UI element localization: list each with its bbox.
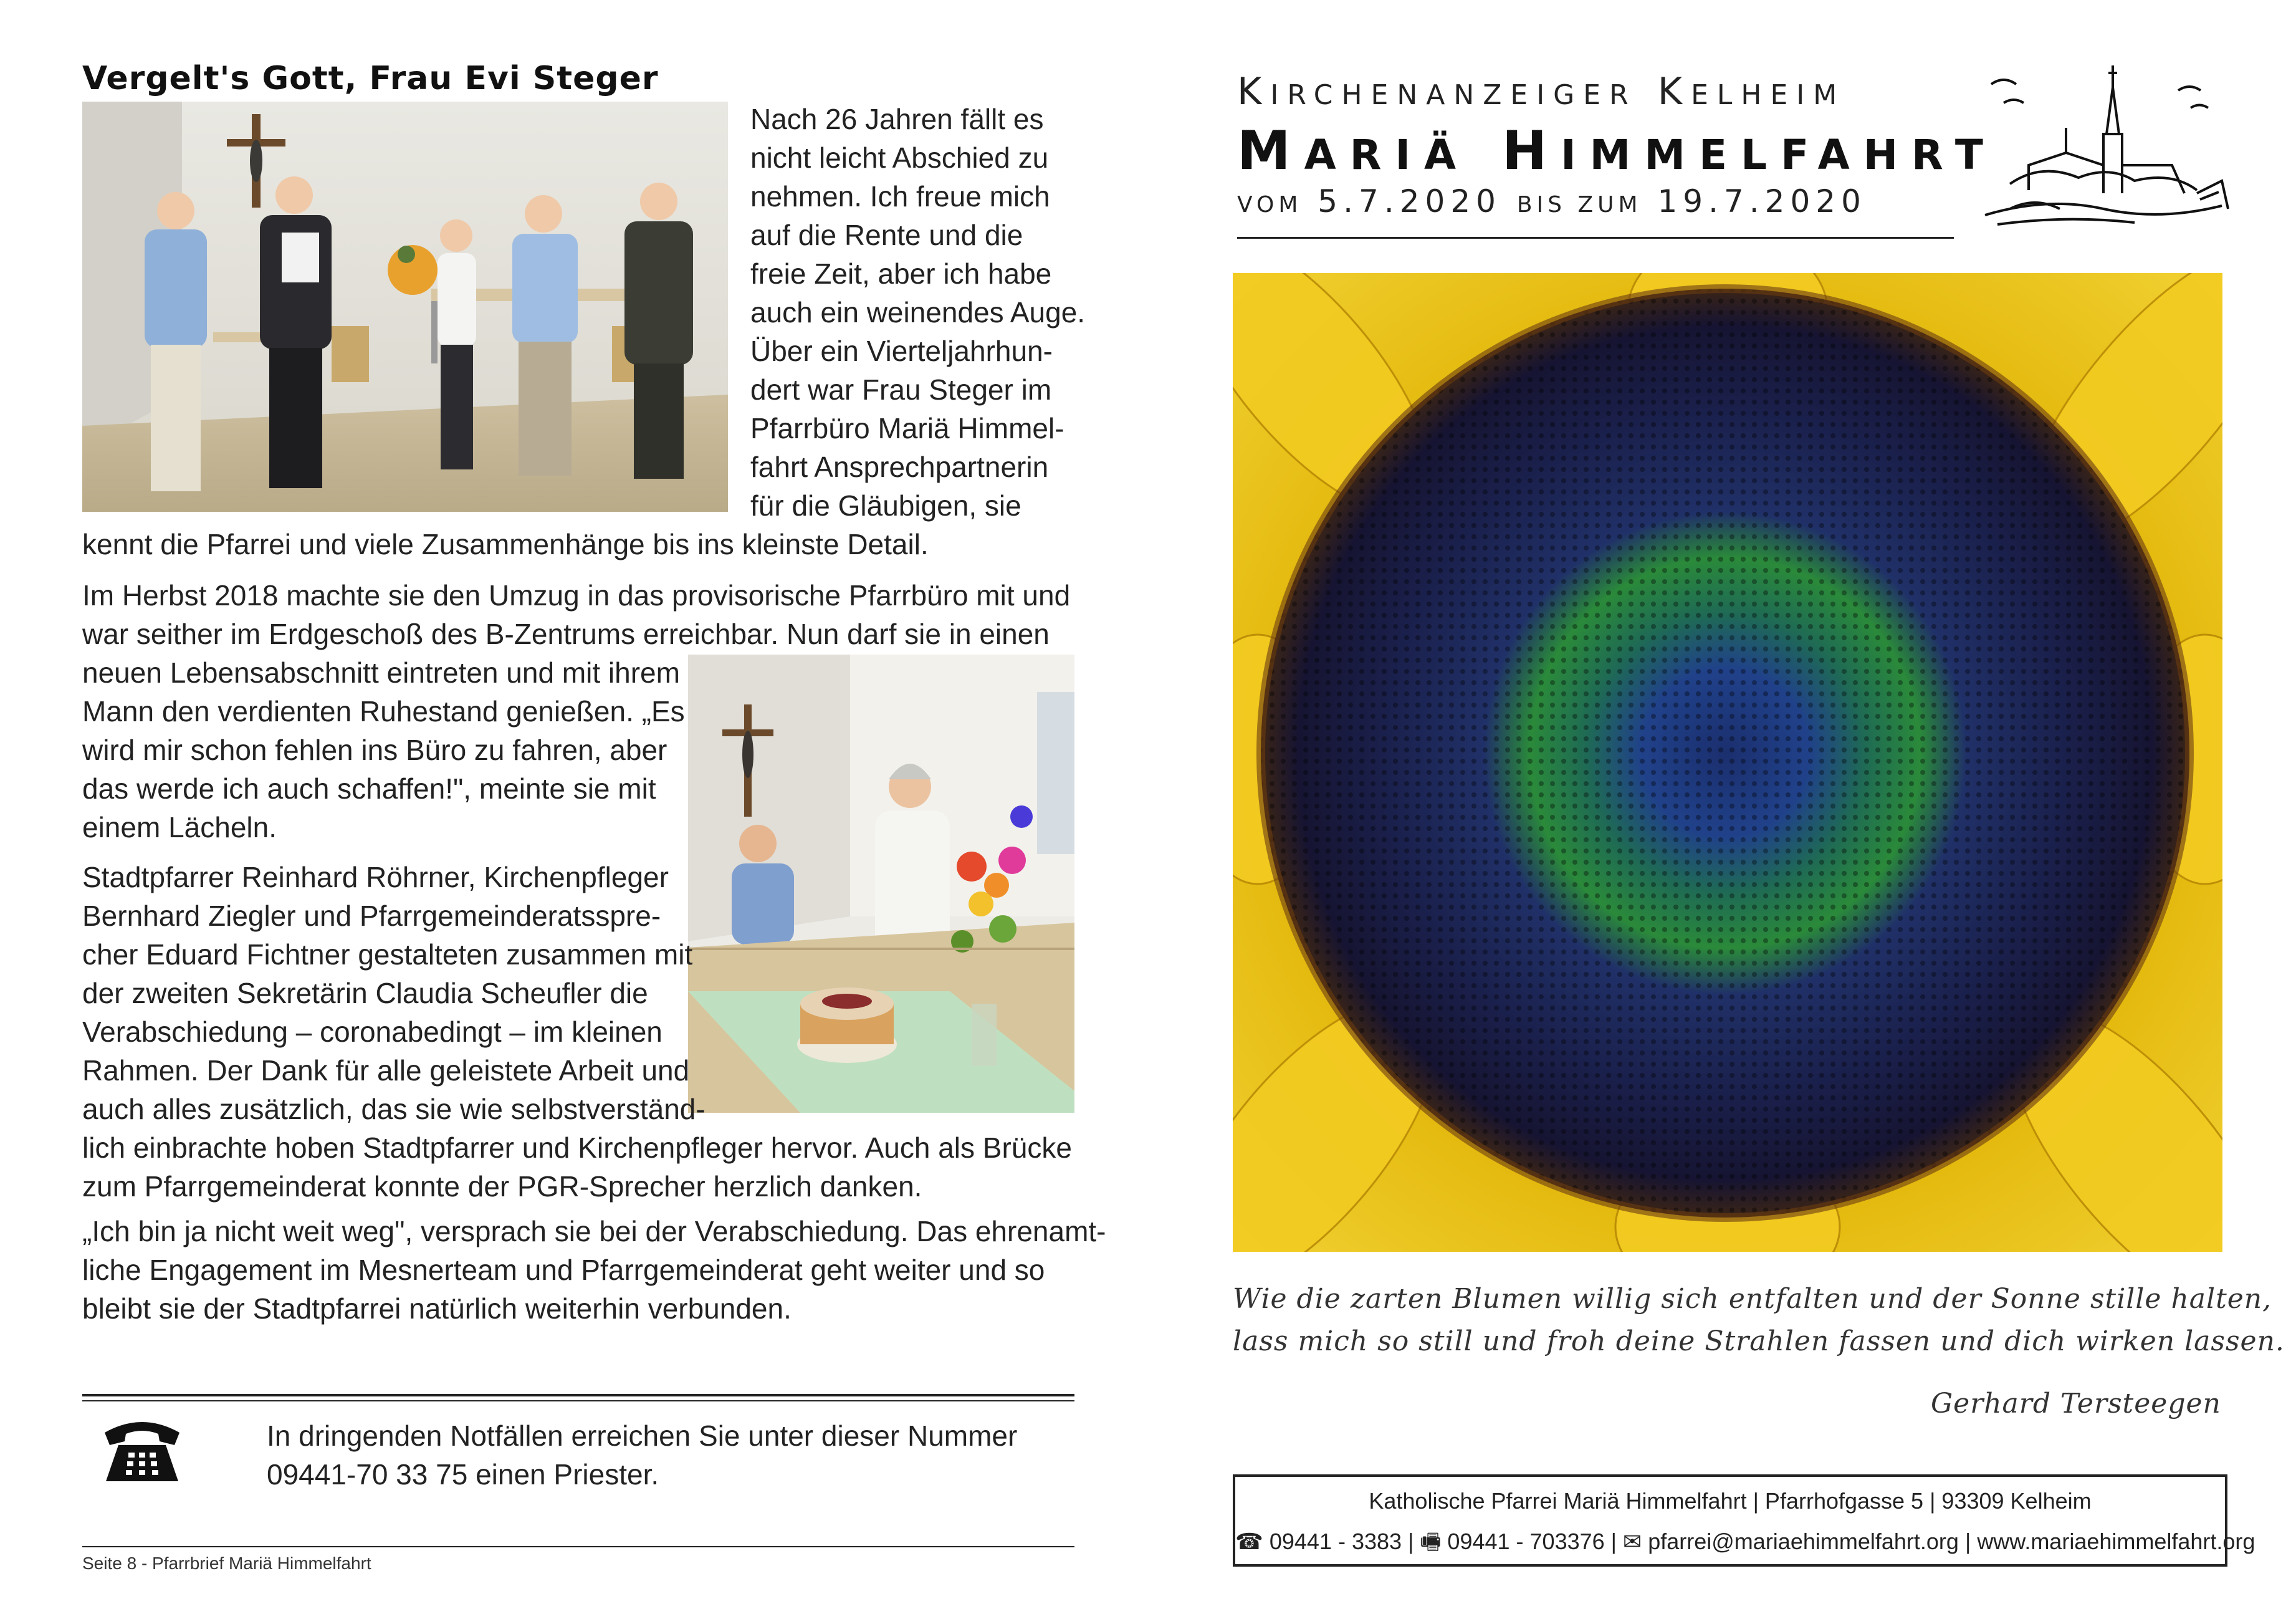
article-line: war seither im Erdgeschoß des B-Zentrums erreichbar. Nun darf sie in einen xyxy=(82,618,1050,650)
article-line: bleibt sie der Stadtpfarrei natürlich weiterhin verbunden. xyxy=(82,1292,792,1325)
article-line: auf die Rente und die xyxy=(750,219,1023,251)
separator-double-line xyxy=(82,1394,1074,1396)
quote-line2: lass mich so still und froh deine Strahlen fassen und dich wirken lassen. xyxy=(1233,1325,2285,1357)
article-line: auch ein weinendes Auge. xyxy=(750,296,1086,329)
contact-website[interactable]: www.mariaehimmelfahrt.org xyxy=(1977,1529,2255,1554)
article-line: Über ein Vierteljahrhun- xyxy=(750,335,1053,367)
contact-email[interactable]: pfarrei@mariaehimmelfahrt.org xyxy=(1648,1529,1959,1554)
article-line: Rahmen. Der Dank für alle geleistete Arbeit und xyxy=(82,1054,690,1087)
article-line: freie Zeit, aber ich habe xyxy=(750,257,1052,290)
article-line: das werde ich auch schaffen!", meinte sie mit xyxy=(82,772,656,805)
article-line: Bernhard Ziegler und Pfarrgemeinderatsspre- xyxy=(82,900,661,932)
masthead-dates: VOM 5.7.2020 BIS ZUM 19.7.2020 xyxy=(1237,183,1867,219)
article-line: zum Pfarrgemeinderat konnte der PGR-Sprecher herzlich danken. xyxy=(82,1170,922,1203)
article-line: lich einbrachte hoben Stadtpfarrer und Kirchenpfleger hervor. Auch als Brücke xyxy=(82,1132,1072,1164)
article-line: nehmen. Ich freue mich xyxy=(750,180,1050,213)
emergency-text-line2: 09441-70 33 75 einen Priester. xyxy=(267,1458,659,1491)
separator-double-line-lower xyxy=(82,1400,1074,1401)
quote-line1: Wie die zarten Blumen willig sich entfalten und der Sonne stille halten, xyxy=(1233,1283,2272,1315)
article-line: der zweiten Sekretärin Claudia Scheufler die xyxy=(82,977,648,1009)
article-line: Verabschiedung – coronabedingt – im kleinen xyxy=(82,1016,662,1048)
contact-box xyxy=(1233,1474,2255,1567)
article-line: neuen Lebensabschnitt eintreten und mit ihrem xyxy=(82,656,680,689)
contact-address: Katholische Pfarrei Mariä Himmelfahrt | Pfarrhofgasse 5 | 93309 Kelheim xyxy=(1369,1488,2092,1514)
sunflower-photo xyxy=(1233,273,2222,1252)
quote-author: Gerhard Tersteegen xyxy=(1931,1388,2221,1420)
footer-rule xyxy=(82,1546,1074,1547)
article-line: liche Engagement im Mesnerteam und Pfarrgemeinderat geht weiter und so xyxy=(82,1254,1045,1286)
article-line: kennt die Pfarrei und viele Zusammenhänge bis ins kleinste Detail. xyxy=(82,528,929,560)
article-line: nicht leicht Abschied zu xyxy=(750,142,1049,174)
contact-fax: 09441 - 703376 xyxy=(1447,1529,1605,1554)
article-line: Pfarrbüro Mariä Himmel- xyxy=(750,412,1064,444)
article-line: wird mir schon fehlen ins Büro zu fahren, aber xyxy=(82,734,667,766)
article-line: „Ich bin ja nicht weit weg", versprach sie bei der Verabschiedung. Das ehrenamt- xyxy=(82,1215,1106,1247)
article-line: Im Herbst 2018 machte sie den Umzug in das provisorische Pfarrbüro mit und xyxy=(82,579,1071,612)
article-line: einem Lächeln. xyxy=(82,811,277,843)
article-line: cher Eduard Fichtner gestalteten zusammen mit xyxy=(82,938,693,971)
masthead-rule xyxy=(1237,237,1954,239)
telephone-icon xyxy=(101,1416,183,1485)
fax-icon: 🖷 xyxy=(1420,1529,1442,1554)
email-icon: ✉ xyxy=(1623,1529,1642,1554)
article-line: für die Gläubigen, sie xyxy=(750,489,1021,522)
masthead-kicker: KIRCHENANZEIGER KELHEIM xyxy=(1237,70,1846,113)
article-line: fahrt Ansprechpartnerin xyxy=(750,451,1049,483)
article-title: Vergelt's Gott, Frau Evi Steger xyxy=(82,60,659,97)
article-line: auch alles zusätzlich, das sie wie selbstverständ- xyxy=(82,1093,706,1125)
emergency-text-line1: In dringenden Notfällen erreichen Sie unter dieser Nummer xyxy=(267,1420,1018,1452)
phone-icon: ☎ xyxy=(1235,1529,1263,1554)
cake-photo xyxy=(688,655,1074,1113)
page-footer: Seite 8 - Pfarrbrief Mariä Himmelfahrt xyxy=(82,1554,371,1573)
masthead-title: MARIÄ HIMMELFAHRT xyxy=(1237,120,1997,182)
church-logo xyxy=(1973,59,2234,237)
contact-phone: 09441 - 3383 xyxy=(1269,1529,1402,1554)
contact-details: ☎ 09441 - 3383 | 🖷 09441 - 703376 | ✉ pfarrei@mariaehimmelfahrt.org | www.mariaehimmelfahrt.org xyxy=(1235,1529,2255,1554)
article-line: Mann den verdienten Ruhestand genießen. „Es xyxy=(82,695,685,728)
article-line: Nach 26 Jahren fällt es xyxy=(750,103,1044,135)
article-line: Stadtpfarrer Reinhard Röhrner, Kirchenpfleger xyxy=(82,861,669,893)
group-photo xyxy=(82,102,728,512)
article-line: dert war Frau Steger im xyxy=(750,373,1052,406)
